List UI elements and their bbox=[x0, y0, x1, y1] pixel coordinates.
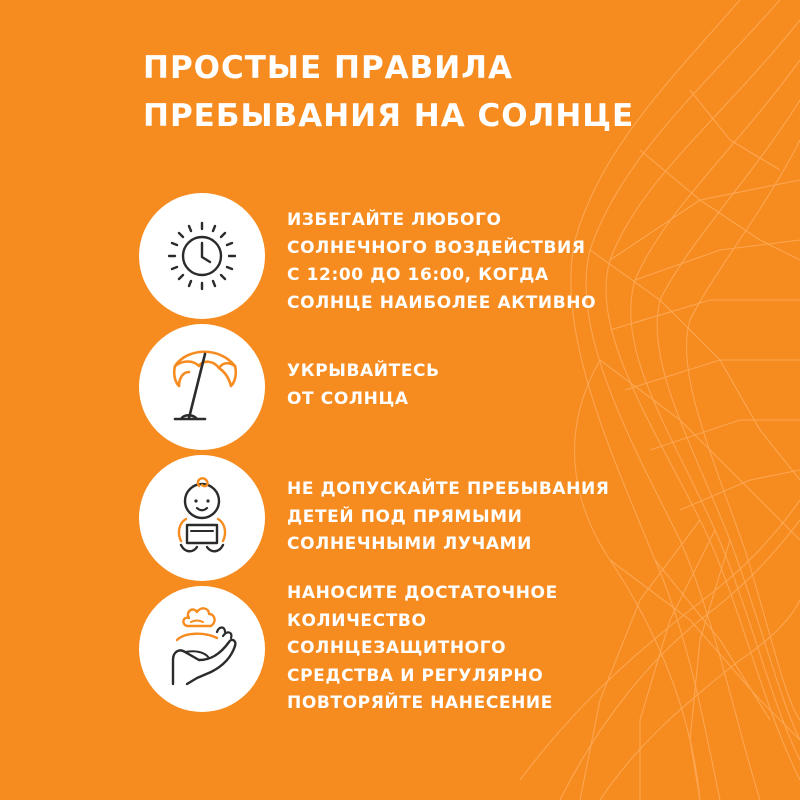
rule-4-text: НАНОСИТЕ ДОСТАТОЧНОЕ КОЛИЧЕСТВО СОЛНЦЕЗАЩИТНОГО СРЕДСТВА И РЕГУЛЯРНО ПОВТОРЯЙТЕ НАНЕСЕНИЕ bbox=[287, 583, 558, 713]
rule-2-text: УКРЫВАЙТЕСЬ ОТ СОЛНЦА bbox=[287, 361, 440, 409]
sun-clock-icon bbox=[139, 193, 265, 319]
title-line-1: ПРОСТЫЕ ПРАВИЛА bbox=[143, 50, 513, 86]
rule-3-text: НЕ ДОПУСКАЙТЕ ПРЕБЫВАНИЯ ДЕТЕЙ ПОД ПРЯМЫМИ СОЛНЕЧНЫМИ ЛУЧАМИ bbox=[287, 479, 610, 554]
page-title bbox=[143, 44, 763, 140]
rule-1-text: ИЗБЕГАЙТЕ ЛЮБОГО СОЛНЕЧНОГО ВОЗДЕЙСТВИЯ С 12:00 ДО 16:00, КОГДА СОЛНЦЕ НАИБОЛЕЕ АКТИВНО bbox=[287, 210, 597, 313]
baby-icon bbox=[139, 455, 265, 581]
title-line-2: ПРЕБЫВАНИЯ НА СОЛНЦЕ bbox=[143, 98, 635, 134]
beach-umbrella-icon bbox=[139, 324, 265, 450]
hand-with-cream-icon bbox=[139, 586, 265, 712]
